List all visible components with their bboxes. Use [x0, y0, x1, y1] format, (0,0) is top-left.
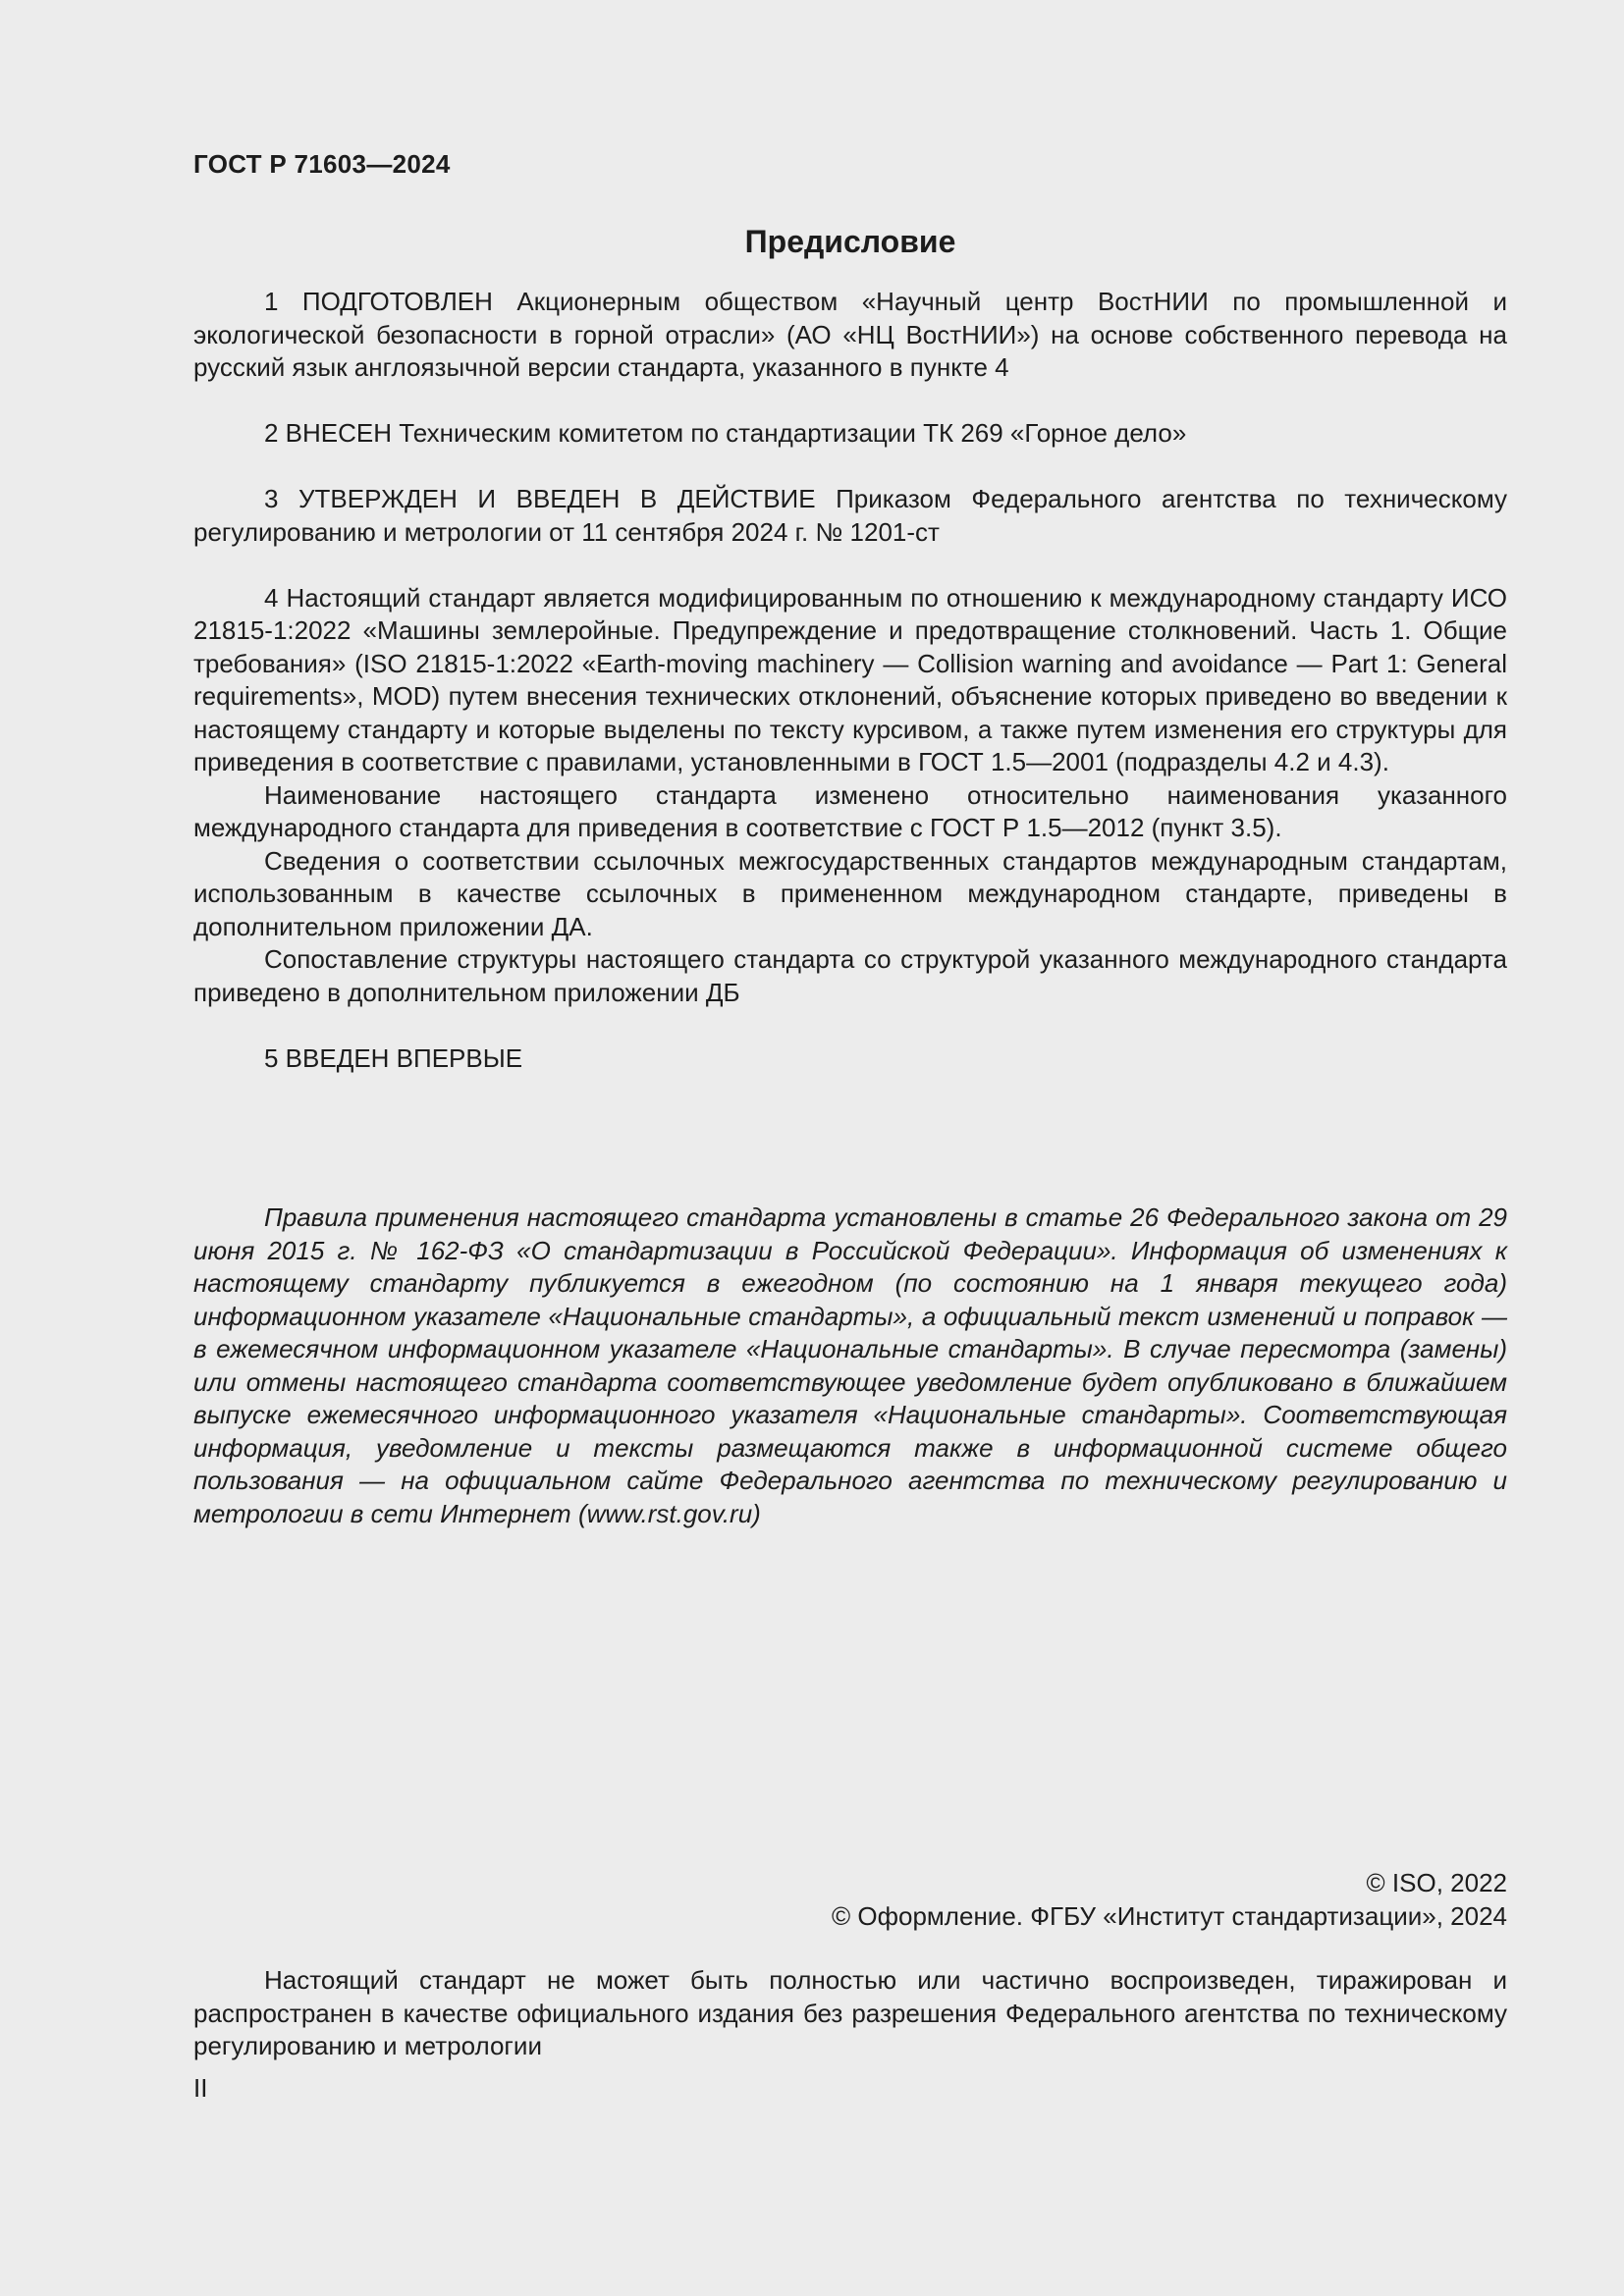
item-text: Наименование настоящего стандарта изменено относительно наименования указанного международного стандарта для приведения в соответствие с ГОСТ Р 1.5—2012 (пункт 3.5). — [193, 779, 1507, 842]
preface-item-5 — [193, 1042, 1507, 1076]
page-number: II — [193, 2073, 208, 2103]
item-text: Сопоставление структуры настоящего стандарта со структурой указанного международного стандарта приведено в дополнительном приложении ДБ — [193, 944, 1507, 1007]
item-label: 1 ПОДГОТОВЛЕН — [264, 287, 493, 316]
preface-item-4-structure-note — [193, 943, 1507, 1009]
document-page — [193, 0, 1507, 2296]
copyright-iso: © ISO, 2022 — [1366, 1868, 1507, 1897]
item-text: Приказом Федерального агентства по техническому регулированию и метрологии от 11 сентября 2024 г. № 1201-ст — [193, 484, 1507, 547]
reproduction-notice — [193, 1964, 1507, 2063]
copyright-block — [832, 1866, 1507, 1933]
copyright-design: © Оформление. ФГБУ «Институт стандартизации», 2024 — [832, 1901, 1507, 1931]
item-label: 5 ВВЕДЕН ВПЕРВЫЕ — [264, 1042, 523, 1073]
item-text: Сведения о соответствии ссылочных межгосударственных стандартов международным стандартам, использованным в качестве ссылочных в примененном международном стандарте, приведены в дополнительном приложении ДА. — [193, 845, 1507, 941]
preface-body — [193, 286, 1507, 1075]
reproduction-notice-text: Настоящий стандарт не может быть полностью или частично воспроизведен, тиражирован и распространен в качестве официального издания без разрешения Федерального агентства по техническому регулированию и метрологии — [193, 1965, 1507, 2060]
item-label: 2 ВНЕСЕН — [264, 418, 393, 448]
item-text: Техническим комитетом по стандартизации ТК 269 «Горное дело» — [392, 418, 1187, 448]
preface-item-2 — [193, 417, 1507, 451]
item-text: Акционерным обществом «Научный центр ВостНИИ по промышленной и экологической безопасности в горной отрасли» (АО «НЦ ВостНИИ») на основе собственного перевода на русский язык англоязычной версии стандарта, указанного в пункте 4 — [193, 287, 1507, 382]
item-label: 3 УТВЕРЖДЕН И ВВЕДЕН В ДЕЙСТВИЕ — [264, 484, 816, 513]
preface-item-4-references-note — [193, 845, 1507, 944]
preface-item-1 — [193, 286, 1507, 385]
preface-item-4-title-note — [193, 779, 1507, 845]
preface-item-3 — [193, 483, 1507, 549]
page-title: Предисловие — [744, 224, 956, 259]
document-id: ГОСТ Р 71603—2024 — [193, 149, 451, 179]
item-text: Настоящий стандарт является модифицированным по отношению к международному стандарту ИСО 21815-1:2022 «Машины землеройные. Предупреждение и предотвращение столкновений. Часть 1. Общие требования» (ISO 21815-1:2022 «Earth-moving machinery — Collision warning and avoidance — Part 1: General requirements», MOD) путем внесения технических отклонений, объяснение которых приведено во введении к настоящему стандарту и которые выделены по тексту курсивом, а также путем изменения его структуры для приведения в соответствие с правилами, установленными в ГОСТ 1.5—2001 (подразделы 4.2 и 4.3). — [193, 582, 1507, 776]
item-label: 4 — [264, 582, 279, 613]
rules-notice-text: Правила применения настоящего стандарта установлены в статье 26 Федерального закона от 29 июня 2015 г. № 162-ФЗ «О стандартизации в Российской Федерации». Информация об изменениях к настоящему стандарту публикуется в ежегодном (по состоянию на 1 января текущего года) информационном указателе «Национальные стандарты», а официальный текст изменений и поправок — в ежемесячном информационном указателе «Национальные стандарты». В случае пересмотра (замены) или отмены настоящего стандарта соответствующее уведомление будет опубликовано в ближайшем выпуске ежемесячного информационного указателя «Национальные стандарты». Соответствующая информация, уведомление и тексты размещаются также в информационной системе общего пользования — на официальном сайте Федерального агентства по техническому регулированию и метрологии в сети Интернет (www.rst.gov.ru) — [193, 1202, 1507, 1528]
rules-notice — [193, 1201, 1507, 1530]
preface-item-4 — [193, 582, 1507, 779]
